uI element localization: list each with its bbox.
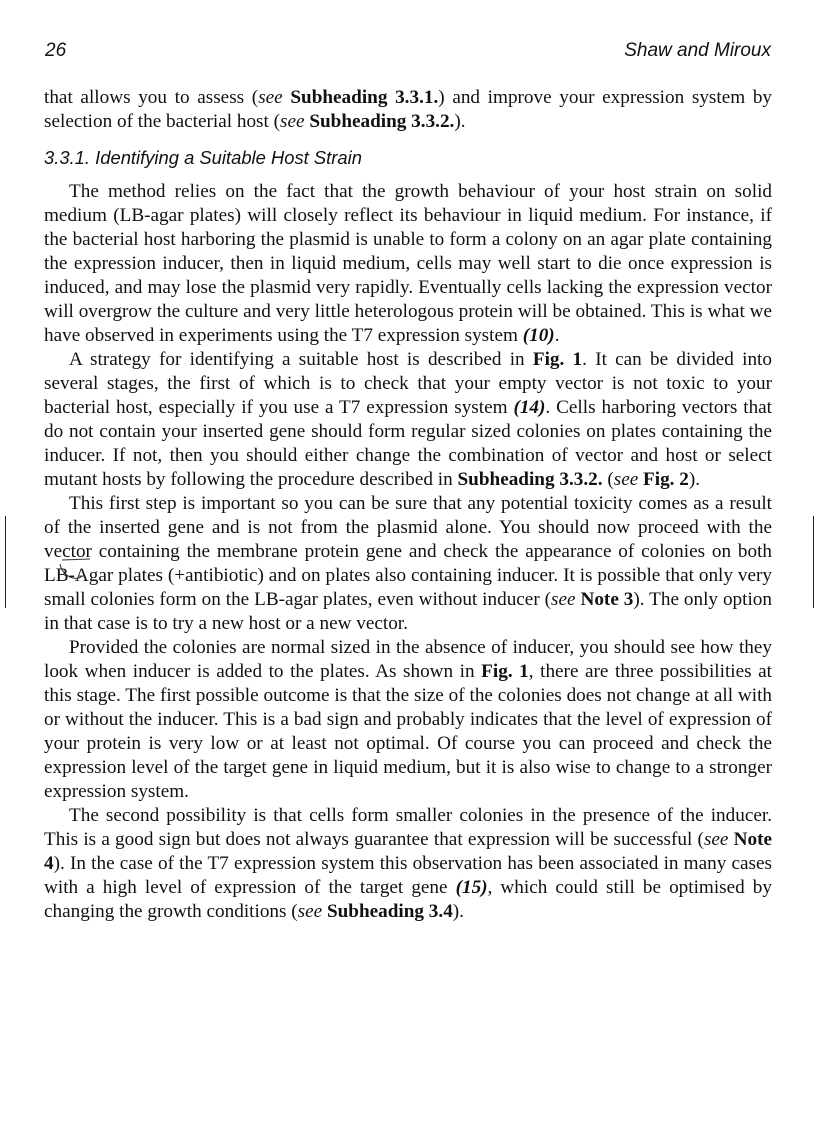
- subheading-ref[interactable]: Subheading 3.3.2.: [309, 111, 455, 132]
- section-heading: 3.3.1. Identifying a Suitable Host Strain: [44, 147, 362, 168]
- paragraph: A strategy for identifying a suitable host is described in Fig. 1. It can be divided into several stages, the first of which is to check that your empty vector is not toxic to your bacterial host, especially if you use a T7 expression system (14). Cells harboring vectors that do not contain your inserted gene should form regular sized colonies on plates containing the inducer. If not, then you should either change the combination of vector and host or select mutant hosts by following the procedure described in Subheading 3.3.2. (see Fig. 2).: [44, 349, 773, 490]
- subheading-ref[interactable]: Subheading 3.3.1.: [290, 87, 439, 108]
- body-text: [44, 86, 772, 924]
- left-margin-rule: [5, 516, 6, 608]
- figure-ref[interactable]: Fig. 2: [643, 469, 689, 490]
- right-margin-rule: [813, 516, 814, 608]
- subheading-ref[interactable]: Subheading 3.4: [326, 901, 453, 922]
- figure-ref[interactable]: Fig. 1: [481, 661, 529, 682]
- running-title: Shaw and Miroux: [624, 40, 771, 61]
- citation[interactable]: (15): [455, 877, 488, 898]
- figure-ref[interactable]: Fig. 1: [532, 349, 583, 370]
- paragraph: Provided the colonies are normal sized in the absence of inducer, you should see how they look when inducer is added to the plates. As shown in Fig. 1, there are three possibilities at this stage. The first possible outcome is that the size of the colonies does not change at all with or without the inducer. This is a bad sign and probably indicates that the level of expression of your protein is very low or at least not optimal. Of course you can proceed and check the expression level of the target gene in liquid medium, but it is also wise to change to a stronger expression system.: [44, 637, 772, 802]
- paragraph: The method relies on the fact that the growth behaviour of your host strain on solid medium (LB-agar plates) will closely reflect its behaviour in liquid medium. For instance, if the bacterial host harboring the plasmid is unable to form a colony on an agar plate containing the expression inducer, then in liquid medium, cells may well start to die once expression is induced, and may lose the plasmid very rapidly. Eventually cells lacking the expression vector will overgrow the culture and very little heterologous protein will be obtained. This is what we have observed in experiments using the T7 expression system (10).: [44, 181, 772, 346]
- note-ref[interactable]: Note 3: [580, 589, 634, 610]
- paragraph-continued: that allows you to assess (see Subheading 3.3.1.) and improve your expression system by selection of the bacterial host (see Subheading 3.3.2.).: [44, 87, 773, 132]
- page-number: 26: [45, 40, 67, 61]
- running-header: [45, 40, 771, 66]
- citation[interactable]: (14): [513, 397, 546, 418]
- paragraph: The second possibility is that cells form smaller colonies in the presence of the inducer. This is a good sign but does not always guarantee that expression will be successful (see Note 4). In the case of the T7 expression system this observation has been associated in many cases with a high level of expression of the target gene (15), which could still be optimised by changing the growth conditions (see Subheading 3.4).: [44, 805, 772, 922]
- note-ref[interactable]: Note 4: [44, 829, 772, 874]
- citation[interactable]: (10): [522, 325, 555, 346]
- paragraph: This first step is important so you can be sure that any potential toxicity comes as a result of the inserted gene and is not from the plasmid alone. You should now proceed with the vector containing the membrane protein gene and check the appearance of colonies on both LB-Agar plates (+antibiotic) and on plates also containing inducer. It is possible that only very small colonies form on the LB-agar plates, even without inducer (see Note 3). The only option in that case is to try a new host or a new vector.: [44, 493, 772, 634]
- subheading-ref[interactable]: Subheading 3.3.2.: [457, 469, 603, 490]
